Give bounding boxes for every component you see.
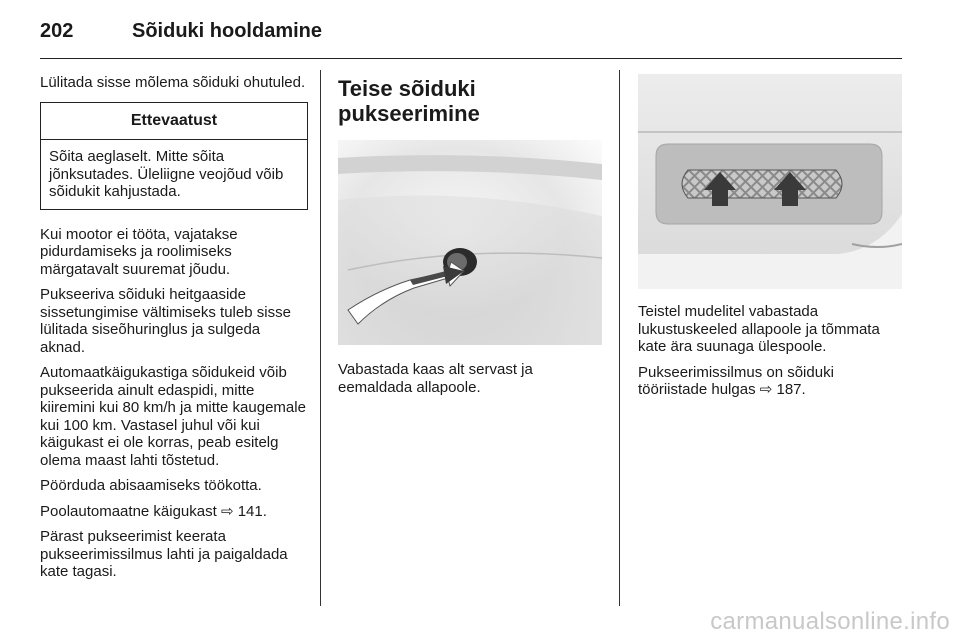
column-left <box>40 74 308 589</box>
paragraph-semi-automatic: Poolautomaatne käigukast ⇨ 141. <box>40 502 267 520</box>
warning-text: Sõita aeglaselt. Mitte sõita jõnksutades. Üleliigne veojõud võib sõidukit kahjustada. <box>49 148 284 200</box>
paragraph-exhaust: Pukseeriva sõiduki heitgaaside sissetungimise vältimiseks tuleb sisse lülitada siseõhuringlus ja sulgeda aknad. <box>40 286 291 356</box>
tow-eye-cover-illustration <box>638 74 902 289</box>
column-middle <box>338 74 606 404</box>
figure-caption: Vabastada kaas alt servast ja eemaldada allapoole. <box>338 361 533 396</box>
warning-box <box>40 102 308 210</box>
page-title: Sõiduki hooldamine <box>132 20 323 42</box>
paragraph-braking: Kui mootor ei tööta, vajatakse pidurdamiseks ja roolimiseks märgatavalt suuremat jõudu. <box>40 225 238 278</box>
paragraph-automatic: Automaatkäigukastiga sõidukeid võib pukseerida ainult edaspidi, mitte kiiremini kui 80 km/h ja mitte kaugemale kui 100 km. Vastasel juhul või kui käigukast ei ole korras, peab esitelg olema maast lahti tõstetud. <box>40 364 306 469</box>
tow-eye-location: Pukseerimissilmus on sõiduki tööriistade hulgas ⇨ 187. <box>638 363 834 398</box>
section-heading: Teise sõiduki pukseerimine <box>338 76 480 126</box>
watermark: carmanualsonline.info <box>710 608 950 635</box>
bumper-cover-illustration <box>338 140 602 345</box>
page-number: 202 <box>40 20 74 42</box>
release-instructions: Teistel mudelitel vabastada lukustuskeeled allapoole ja tõmmata kate ära suunaga ülespoole. <box>638 303 880 355</box>
warning-title: Ettevaatust <box>41 103 307 141</box>
paragraph-workshop: Pöörduda abisaamiseks töökotta. <box>40 477 262 494</box>
intro-paragraph: Lülitada sisse mõlema sõiduki ohutuled. <box>40 74 306 91</box>
paragraph-after-towing: Pärast pukseerimist keerata pukseerimissilmus lahti ja paigaldada kate tagasi. <box>40 528 288 580</box>
page-header <box>40 18 902 59</box>
column-divider-1 <box>320 70 321 606</box>
column-right <box>638 74 902 407</box>
column-divider-2 <box>619 70 620 606</box>
